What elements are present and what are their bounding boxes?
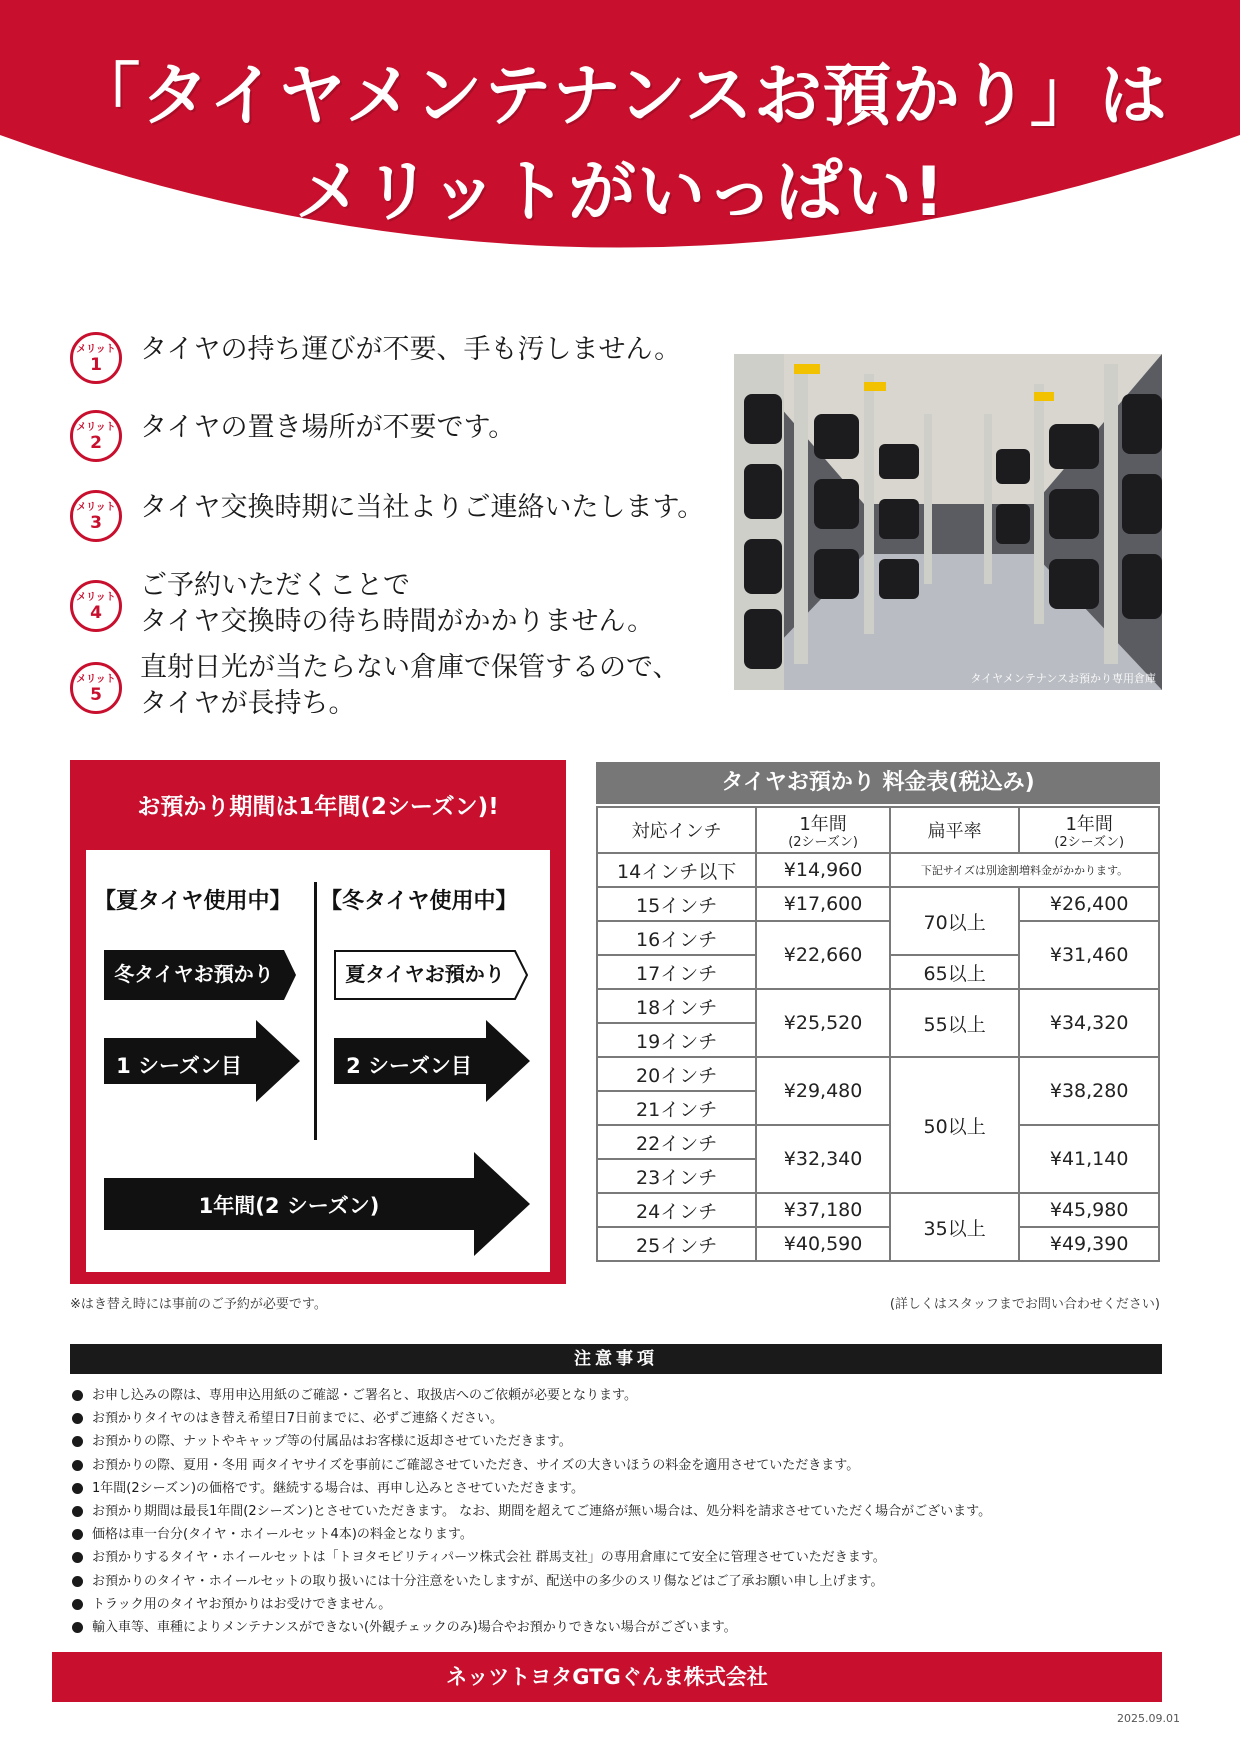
cell-price: ¥14,960	[756, 853, 890, 887]
table-row	[597, 853, 1159, 887]
cell-inch: 24インチ	[597, 1193, 756, 1227]
cell-price-low: ¥41,140	[1019, 1125, 1159, 1193]
list-item: お預かりの際、ナットやキャップ等の付属品はお客様に返却させていただきます。	[70, 1430, 1162, 1453]
cell-inch: 19インチ	[597, 1023, 756, 1057]
header-year-low: 1年間 (2シーズン)	[1019, 807, 1159, 853]
season1-label: 1 シーズン目	[116, 1054, 242, 1078]
storage-period-box	[70, 760, 566, 1284]
merit-badge-icon: メリット 5	[70, 662, 122, 714]
cell-price-low: ¥45,980	[1019, 1193, 1159, 1227]
table-row	[597, 989, 1159, 1023]
issue-date: 2025.09.01	[1117, 1712, 1180, 1725]
price-table	[596, 806, 1160, 1262]
list-item: お預かり期間は最長1年間(2シーズン)とさせていただきます。 なお、期間を超えてご連絡が無い場合は、処分料を請求させていただく場合がございます。	[70, 1500, 1162, 1523]
list-item: お預かりするタイヤ・ホイールセットは「トヨタモビリティパーツ株式会社 群馬支社」の専用倉庫にて安全に管理させていただきます。	[70, 1546, 1162, 1569]
merit-text: タイヤの置き場所が不要です。	[140, 412, 516, 443]
season2-label: 2 シーズン目	[346, 1054, 472, 1078]
table-row	[597, 921, 1159, 955]
table-row	[597, 887, 1159, 921]
cell-price: ¥25,520	[756, 989, 890, 1057]
period-title: お預かり期間は1年間(2シーズン)!	[137, 794, 499, 820]
merit-2	[70, 410, 515, 462]
table-row	[597, 1125, 1159, 1159]
merit-text: タイヤの持ち運びが不要、手も汚しません。	[140, 334, 682, 365]
photo-caption: タイヤメンテナンスお預かり専用倉庫	[970, 672, 1156, 685]
cell-price: ¥22,660	[756, 921, 890, 989]
winter-heading: 【冬タイヤ使用中】	[320, 889, 518, 914]
reservation-note: ※はき替え時には事前のご予約が必要です。	[70, 1297, 327, 1312]
header-banner	[0, 0, 1240, 300]
cell-aspect: 35以上	[890, 1193, 1019, 1261]
header-inch: 対応インチ	[597, 807, 756, 853]
cell-price-low: ¥31,460	[1019, 921, 1159, 989]
cell-inch: 25インチ	[597, 1227, 756, 1261]
cell-inch: 16インチ	[597, 921, 756, 955]
list-item: 価格は車一台分(タイヤ・ホイールセット4本)の料金となります。	[70, 1523, 1162, 1546]
cell-inch: 20インチ	[597, 1057, 756, 1091]
merit-4	[70, 568, 654, 640]
cell-price-low: ¥26,400	[1019, 887, 1159, 921]
cell-price-low: ¥34,320	[1019, 989, 1159, 1057]
cell-price: ¥29,480	[756, 1057, 890, 1125]
cell-inch: 17インチ	[597, 955, 756, 989]
year-label: 1年間(2 シーズン)	[198, 1194, 380, 1218]
cell-aspect: 65以上	[890, 955, 1019, 989]
surcharge-note: 下記サイズは別途割増料金がかかります。	[890, 853, 1159, 887]
period-diagram	[86, 850, 550, 1272]
cell-price: ¥40,590	[756, 1227, 890, 1261]
header-year-base: 1年間 (2シーズン)	[756, 807, 890, 853]
warehouse-illustration	[734, 354, 1162, 690]
table-row	[597, 1227, 1159, 1261]
title-line-1: 「タイヤメンテナンスお預かり」は	[72, 57, 1168, 136]
winter-tag: 夏タイヤお預かり	[345, 962, 505, 986]
cell-inch: 22インチ	[597, 1125, 756, 1159]
table-footnote: (詳しくはスタッフまでお問い合わせください)	[889, 1297, 1160, 1312]
merit-5	[70, 650, 679, 722]
list-item: お申し込みの際は、専用申込用紙のご確認・ご署名と、取扱店へのご依頼が必要となります。	[70, 1384, 1162, 1407]
cell-aspect: 50以上	[890, 1057, 1019, 1193]
merit-1	[70, 332, 681, 384]
list-item: お預かりの際、夏用・冬用 両タイヤサイズを事前にご確認させていただき、サイズの大きいほうの料金を適用させていただきます。	[70, 1454, 1162, 1477]
notes-list	[70, 1384, 1162, 1639]
title-line-2: メリットがいっぱい!	[294, 153, 946, 232]
merit-badge-icon: メリット 3	[70, 490, 122, 542]
merit-badge-icon: メリット 1	[70, 332, 122, 384]
merit-badge-icon: メリット 2	[70, 410, 122, 462]
cell-price: ¥32,340	[756, 1125, 890, 1193]
summer-heading: 【夏タイヤ使用中】	[94, 889, 292, 914]
list-item: お預かりタイヤのはき替え希望日7日前までに、必ずご連絡ください。	[70, 1407, 1162, 1430]
list-item: 輸入車等、車種によりメンテナンスができない(外観チェックのみ)場合やお預かりできない場合がございます。	[70, 1616, 1162, 1639]
cell-price-low: ¥38,280	[1019, 1057, 1159, 1125]
cell-inch: 18インチ	[597, 989, 756, 1023]
cell-price: ¥37,180	[756, 1193, 890, 1227]
merit-text: タイヤ交換時期に当社よりご連絡いたします。	[140, 492, 705, 523]
table-row	[597, 1057, 1159, 1091]
cell-price-low: ¥49,390	[1019, 1227, 1159, 1261]
cell-inch: 15インチ	[597, 887, 756, 921]
cell-aspect: 70以上	[890, 887, 1019, 955]
cell-inch: 23インチ	[597, 1159, 756, 1193]
merit-badge-icon: メリット 4	[70, 580, 122, 632]
cell-aspect: 55以上	[890, 989, 1019, 1057]
notes-title: 注意事項	[70, 1344, 1162, 1374]
divider-line	[314, 882, 317, 1140]
table-row	[597, 1193, 1159, 1227]
header-aspect: 扁平率	[890, 807, 1019, 853]
table-header-row	[597, 807, 1159, 853]
warehouse-photo	[734, 354, 1162, 690]
summer-tag: 冬タイヤお預かり	[114, 962, 274, 986]
cell-price: ¥17,600	[756, 887, 890, 921]
merit-text: ご予約いただくことで タイヤ交換時の待ち時間がかかりません。	[140, 570, 655, 637]
list-item: トラック用のタイヤお預かりはお受けできません。	[70, 1593, 1162, 1616]
merit-text: 直射日光が当たらない倉庫で保管するので、 タイヤが長持ち。	[140, 652, 680, 719]
price-table-title: タイヤお預かり 料金表(税込み)	[596, 762, 1160, 804]
cell-inch: 21インチ	[597, 1091, 756, 1125]
cell-inch: 14インチ以下	[597, 853, 756, 887]
list-item: お預かりのタイヤ・ホイールセットの取り扱いには十分注意をいたしますが、配送中の多少のスリ傷などはご了承お願い申し上げます。	[70, 1570, 1162, 1593]
merit-3	[70, 490, 704, 542]
company-footer: ネッツトヨタGTGぐんま株式会社	[52, 1652, 1162, 1702]
list-item: 1年間(2シーズン)の価格です。継続する場合は、再申し込みとさせていただきます。	[70, 1477, 1162, 1500]
